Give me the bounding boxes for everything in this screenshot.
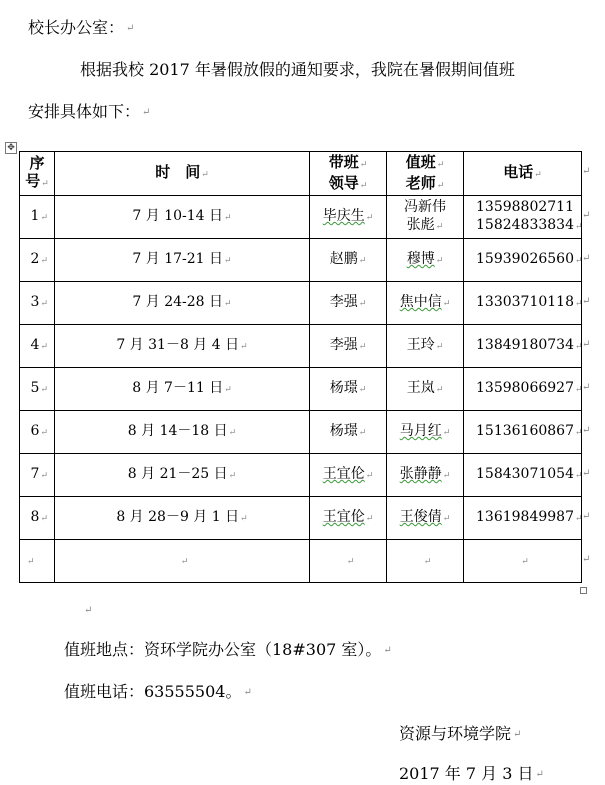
cell-mark: ↵	[358, 299, 367, 309]
table-row	[20, 196, 582, 239]
paragraph-mark: ↵	[535, 768, 544, 780]
seq-number: 8	[30, 509, 40, 525]
signature-date-line	[399, 764, 544, 785]
table-row	[20, 411, 582, 454]
teacher-name: 冯新伟	[404, 199, 446, 215]
cell-mark: ↵	[574, 256, 583, 266]
cell-phone	[464, 325, 582, 368]
cell-mark: ↵	[574, 222, 583, 232]
cell-mark: ↵	[40, 385, 48, 395]
cell-mark: ↵	[365, 514, 374, 524]
teacher-name: 焦中信	[399, 294, 442, 310]
time-range: 7 月 24-28 日	[132, 294, 224, 310]
cell-mark: ↵	[359, 159, 368, 170]
teacher-name: 穆博	[406, 251, 435, 267]
cell-mark: ↵	[41, 179, 49, 189]
header-seq-line1: 序	[29, 154, 45, 172]
cell-leader	[310, 196, 387, 239]
cell-mark: ↵	[27, 557, 35, 567]
cell-mark: ↵	[240, 514, 248, 524]
paragraph-mark: ↵	[513, 728, 522, 740]
cell-time	[55, 196, 310, 239]
cell-mark: ↵	[359, 180, 368, 191]
cell-mark: ↵	[442, 299, 451, 309]
row-end-mark: ↵	[582, 510, 591, 522]
cell-seq	[20, 497, 55, 540]
cell-mark: ↵	[224, 213, 232, 223]
table-row-empty	[20, 540, 582, 583]
duty-phone-line	[64, 682, 252, 703]
cell-seq	[20, 239, 55, 282]
cell-seq	[20, 325, 55, 368]
cell-mark: ↵	[224, 256, 232, 266]
blank-paragraph	[82, 600, 92, 621]
table-row	[20, 497, 582, 540]
cell-mark: ↵	[40, 428, 48, 438]
cell-phone	[464, 368, 582, 411]
time-range: 7 月 10-14 日	[132, 208, 224, 224]
cell-mark: ↵	[442, 428, 451, 438]
leader-name: 李强	[329, 337, 358, 353]
intro-line-2	[28, 102, 150, 123]
cell-leader	[310, 325, 387, 368]
teacher-name-2: 张彪	[406, 217, 435, 233]
cell-mark: ↵	[40, 342, 48, 352]
header-teacher-line1: 值班	[405, 152, 436, 171]
intro-line-2-text: 安排具体如下：	[28, 102, 141, 121]
row-end-mark: ↵	[582, 252, 591, 264]
row-end-mark: ↵	[582, 424, 591, 436]
cell-empty	[387, 540, 464, 583]
phone-number: 13598066927	[476, 380, 574, 396]
seq-number: 3	[30, 294, 40, 310]
cell-empty	[464, 540, 582, 583]
header-time	[55, 152, 310, 196]
time-range: 8 月 21－25 日	[127, 466, 228, 482]
leader-name: 杨璟	[329, 380, 358, 396]
intro-line-1: 根据我校 2017 年暑假放假的通知要求，我院在暑假期间值班	[80, 60, 515, 79]
cell-mark: ↵	[423, 557, 432, 567]
header-leader-line2: 领导	[328, 173, 359, 192]
cell-mark: ↵	[442, 514, 451, 524]
leader-name: 王宜伦	[322, 466, 365, 482]
phone-number: 15136160867	[476, 423, 574, 439]
cell-leader	[310, 454, 387, 497]
cell-mark: ↵	[228, 471, 237, 481]
leader-name: 李强	[329, 294, 358, 310]
cell-leader	[310, 497, 387, 540]
paragraph-mark: ↵	[142, 106, 151, 118]
greeting-line	[28, 18, 134, 39]
header-phone-text: 电话	[503, 163, 534, 181]
time-range: 7 月 17-21 日	[132, 251, 224, 267]
cell-time	[55, 454, 310, 497]
cell-teacher	[387, 411, 464, 454]
cell-mark: ↵	[435, 342, 444, 352]
cell-mark: ↵	[201, 170, 209, 180]
paragraph-mark: ↵	[84, 604, 93, 616]
cell-seq	[20, 411, 55, 454]
row-end-mark: ↵	[582, 467, 591, 479]
seq-number: 5	[30, 380, 40, 396]
teacher-name: 王岚	[406, 380, 435, 396]
phone-number: 15843071054	[476, 466, 574, 482]
teacher-name: 马月红	[399, 423, 442, 439]
cell-mark: ↵	[574, 299, 583, 309]
header-leader	[310, 152, 387, 196]
header-seq	[20, 152, 55, 196]
signature-org-line	[399, 724, 521, 745]
phone-number-2: 15824833834	[476, 217, 574, 233]
time-range: 8 月 14－18 日	[127, 423, 228, 439]
cell-mark: ↵	[224, 385, 232, 395]
header-time-text: 时 间	[155, 163, 201, 181]
cell-mark: ↵	[358, 428, 367, 438]
cell-phone	[464, 454, 582, 497]
cell-leader	[310, 368, 387, 411]
cell-leader	[310, 411, 387, 454]
paragraph-mark: ↵	[126, 22, 135, 34]
cell-time	[55, 497, 310, 540]
duty-phone-text: 值班电话：63555504。	[64, 682, 242, 701]
cell-mark: ↵	[365, 213, 374, 223]
cell-teacher	[387, 497, 464, 540]
seq-number: 7	[30, 466, 40, 482]
cell-leader	[310, 282, 387, 325]
header-teacher	[387, 152, 464, 196]
teacher-name: 张静静	[399, 466, 442, 482]
duty-schedule-table	[19, 151, 582, 583]
cell-mark: ↵	[358, 342, 367, 352]
cell-teacher	[387, 282, 464, 325]
cell-teacher	[387, 325, 464, 368]
table-header-row	[20, 152, 582, 196]
teacher-name: 王俊倩	[399, 509, 442, 525]
cell-mark: ↵	[40, 299, 48, 309]
phone-number: 13598802711	[476, 199, 574, 215]
cell-mark: ↵	[40, 213, 48, 223]
cell-mark: ↵	[436, 159, 445, 170]
cell-mark: ↵	[435, 222, 444, 232]
cell-mark: ↵	[574, 514, 583, 524]
cell-phone	[464, 497, 582, 540]
cell-teacher	[387, 196, 464, 239]
phone-number: 13619849987	[476, 509, 574, 525]
row-end-mark: ↵	[582, 295, 591, 307]
cell-mark: ↵	[40, 256, 48, 266]
cell-mark: ↵	[346, 557, 355, 567]
cell-mark: ↵	[40, 514, 48, 524]
cell-mark: ↵	[224, 299, 232, 309]
table-row	[20, 239, 582, 282]
cell-mark: ↵	[442, 471, 451, 481]
row-end-mark: ↵	[582, 209, 591, 221]
cell-mark: ↵	[228, 428, 237, 438]
cell-mark: ↵	[180, 557, 189, 567]
cell-leader	[310, 239, 387, 282]
cell-mark: ↵	[574, 342, 583, 352]
row-end-mark: ↵	[582, 553, 591, 565]
header-seq-line2: 号	[25, 172, 41, 190]
signature-date-text: 2017 年 7 月 3 日	[399, 764, 534, 783]
table-move-handle-icon[interactable]: ✥	[5, 142, 17, 154]
duty-location-text: 值班地点：资环学院办公室（18#307 室）。	[64, 640, 382, 659]
cell-time	[55, 368, 310, 411]
table-resize-handle-icon[interactable]	[580, 587, 587, 594]
signature-org-text: 资源与环境学院	[399, 724, 512, 743]
cell-phone	[464, 282, 582, 325]
seq-number: 1	[30, 208, 40, 224]
cell-mark: ↵	[40, 471, 48, 481]
leader-name: 赵鹏	[329, 251, 358, 267]
row-end-mark: ↵	[582, 381, 591, 393]
time-range: 8 月 7－11 日	[132, 380, 224, 396]
table-row	[20, 325, 582, 368]
cell-mark: ↵	[574, 471, 583, 481]
seq-number: 4	[30, 337, 40, 353]
cell-seq	[20, 282, 55, 325]
teacher-name: 王玲	[406, 337, 435, 353]
cell-seq	[20, 196, 55, 239]
leader-name: 王宜伦	[322, 509, 365, 525]
cell-mark: ↵	[436, 180, 445, 191]
cell-seq	[20, 454, 55, 497]
cell-mark: ↵	[358, 256, 367, 266]
cell-phone	[464, 239, 582, 282]
header-phone	[464, 152, 582, 196]
time-range: 8 月 28－9 月 1 日	[116, 509, 240, 525]
phone-number: 13849180734	[476, 337, 574, 353]
header-teacher-line2: 老师	[405, 173, 436, 192]
cell-mark: ↵	[534, 170, 542, 180]
phone-number: 13303710118	[476, 294, 574, 310]
cell-time	[55, 325, 310, 368]
row-end-mark: ↵	[582, 166, 591, 177]
cell-empty	[55, 540, 310, 583]
cell-mark: ↵	[240, 342, 248, 352]
cell-mark: ↵	[365, 471, 374, 481]
cell-teacher	[387, 368, 464, 411]
cell-empty	[310, 540, 387, 583]
cell-phone	[464, 196, 582, 239]
paragraph-mark: ↵	[383, 644, 392, 656]
phone-number: 15939026560	[476, 251, 574, 267]
cell-empty	[20, 540, 55, 583]
cell-mark: ↵	[574, 428, 583, 438]
seq-number: 2	[30, 251, 40, 267]
greeting-text: 校长办公室：	[28, 18, 125, 37]
cell-mark: ↵	[521, 557, 529, 567]
leader-name: 毕庆生	[322, 208, 365, 224]
cell-mark: ↵	[435, 256, 444, 266]
seq-number: 6	[30, 423, 40, 439]
table-row	[20, 368, 582, 411]
cell-time	[55, 239, 310, 282]
duty-location-line	[64, 640, 392, 661]
cell-time	[55, 282, 310, 325]
row-end-mark: ↵	[582, 338, 591, 350]
cell-mark: ↵	[435, 385, 444, 395]
cell-mark: ↵	[358, 385, 367, 395]
table-row	[20, 454, 582, 497]
cell-teacher	[387, 239, 464, 282]
cell-mark: ↵	[574, 385, 583, 395]
cell-phone	[464, 411, 582, 454]
cell-time	[55, 411, 310, 454]
cell-teacher	[387, 454, 464, 497]
table-row	[20, 282, 582, 325]
header-leader-line1: 带班	[328, 152, 359, 171]
cell-seq	[20, 368, 55, 411]
leader-name: 杨璟	[329, 423, 358, 439]
time-range: 7 月 31－8 月 4 日	[116, 337, 240, 353]
paragraph-mark: ↵	[243, 686, 252, 698]
